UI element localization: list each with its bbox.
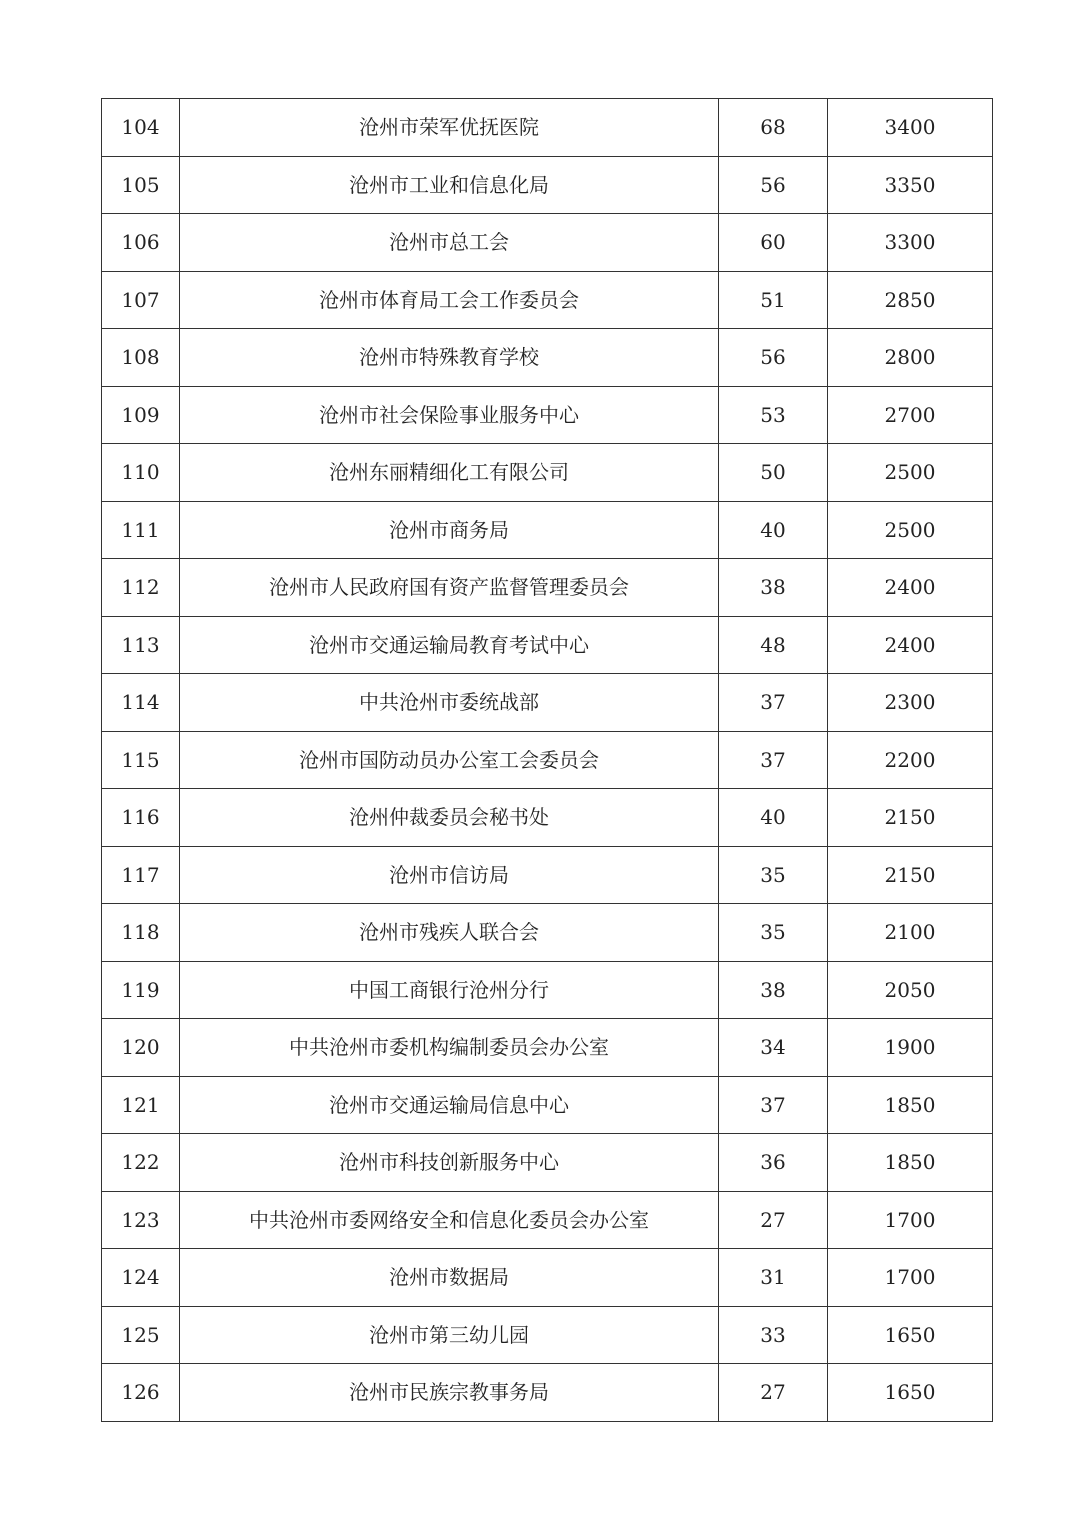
headcount-cell: 37	[719, 674, 828, 732]
row-number-cell: 105	[102, 156, 180, 214]
row-number-cell: 118	[102, 904, 180, 962]
headcount-cell: 27	[719, 1191, 828, 1249]
table-row	[102, 559, 993, 617]
headcount-cell: 48	[719, 616, 828, 674]
row-number-cell: 115	[102, 731, 180, 789]
headcount-cell: 40	[719, 789, 828, 847]
headcount-cell: 68	[719, 99, 828, 157]
row-number-cell: 108	[102, 329, 180, 387]
headcount-cell: 36	[719, 1134, 828, 1192]
row-number-cell: 124	[102, 1249, 180, 1307]
row-number-cell: 104	[102, 99, 180, 157]
amount-cell: 1900	[828, 1019, 993, 1077]
amount-cell: 2400	[828, 616, 993, 674]
table-row	[102, 846, 993, 904]
table-row	[102, 156, 993, 214]
amount-cell: 2050	[828, 961, 993, 1019]
table-row	[102, 99, 993, 157]
headcount-cell: 53	[719, 386, 828, 444]
row-number-cell: 121	[102, 1076, 180, 1134]
unit-name-cell: 沧州市人民政府国有资产监督管理委员会	[180, 559, 719, 617]
amount-cell: 1700	[828, 1249, 993, 1307]
amount-cell: 3350	[828, 156, 993, 214]
row-number-cell: 119	[102, 961, 180, 1019]
unit-name-cell: 沧州东丽精细化工有限公司	[180, 444, 719, 502]
row-number-cell: 125	[102, 1306, 180, 1364]
table-row	[102, 386, 993, 444]
unit-name-cell: 沧州市特殊教育学校	[180, 329, 719, 387]
table-body	[102, 99, 993, 1422]
amount-cell: 2800	[828, 329, 993, 387]
table-row	[102, 1019, 993, 1077]
headcount-cell: 37	[719, 731, 828, 789]
unit-name-cell: 沧州市科技创新服务中心	[180, 1134, 719, 1192]
table-row	[102, 674, 993, 732]
table-row	[102, 1191, 993, 1249]
row-number-cell: 111	[102, 501, 180, 559]
table-row	[102, 444, 993, 502]
table-row	[102, 904, 993, 962]
amount-cell: 2850	[828, 271, 993, 329]
headcount-cell: 38	[719, 961, 828, 1019]
headcount-cell: 31	[719, 1249, 828, 1307]
amount-cell: 2200	[828, 731, 993, 789]
row-number-cell: 106	[102, 214, 180, 272]
amount-cell: 3300	[828, 214, 993, 272]
table-row	[102, 616, 993, 674]
donation-table	[101, 98, 993, 1422]
unit-name-cell: 沧州市总工会	[180, 214, 719, 272]
unit-name-cell: 中共沧州市委机构编制委员会办公室	[180, 1019, 719, 1077]
amount-cell: 1650	[828, 1364, 993, 1422]
unit-name-cell: 中国工商银行沧州分行	[180, 961, 719, 1019]
unit-name-cell: 沧州市社会保险事业服务中心	[180, 386, 719, 444]
unit-name-cell: 沧州市交通运输局教育考试中心	[180, 616, 719, 674]
unit-name-cell: 沧州市国防动员办公室工会委员会	[180, 731, 719, 789]
headcount-cell: 27	[719, 1364, 828, 1422]
unit-name-cell: 沧州市商务局	[180, 501, 719, 559]
unit-name-cell: 沧州市数据局	[180, 1249, 719, 1307]
table-row	[102, 961, 993, 1019]
headcount-cell: 35	[719, 904, 828, 962]
row-number-cell: 126	[102, 1364, 180, 1422]
amount-cell: 1850	[828, 1134, 993, 1192]
table-row	[102, 214, 993, 272]
amount-cell: 2150	[828, 846, 993, 904]
row-number-cell: 113	[102, 616, 180, 674]
headcount-cell: 38	[719, 559, 828, 617]
amount-cell: 2500	[828, 444, 993, 502]
table-row	[102, 1249, 993, 1307]
row-number-cell: 107	[102, 271, 180, 329]
headcount-cell: 35	[719, 846, 828, 904]
row-number-cell: 120	[102, 1019, 180, 1077]
unit-name-cell: 中共沧州市委统战部	[180, 674, 719, 732]
headcount-cell: 50	[719, 444, 828, 502]
row-number-cell: 110	[102, 444, 180, 502]
table-row	[102, 1306, 993, 1364]
row-number-cell: 109	[102, 386, 180, 444]
headcount-cell: 51	[719, 271, 828, 329]
row-number-cell: 116	[102, 789, 180, 847]
table-row	[102, 271, 993, 329]
unit-name-cell: 中共沧州市委网络安全和信息化委员会办公室	[180, 1191, 719, 1249]
table-row	[102, 1076, 993, 1134]
table-row	[102, 789, 993, 847]
headcount-cell: 33	[719, 1306, 828, 1364]
headcount-cell: 56	[719, 329, 828, 387]
row-number-cell: 123	[102, 1191, 180, 1249]
unit-name-cell: 沧州市交通运输局信息中心	[180, 1076, 719, 1134]
unit-name-cell: 沧州市荣军优抚医院	[180, 99, 719, 157]
amount-cell: 2300	[828, 674, 993, 732]
headcount-cell: 37	[719, 1076, 828, 1134]
unit-name-cell: 沧州市残疾人联合会	[180, 904, 719, 962]
amount-cell: 3400	[828, 99, 993, 157]
amount-cell: 2150	[828, 789, 993, 847]
amount-cell: 2700	[828, 386, 993, 444]
table-row	[102, 501, 993, 559]
unit-name-cell: 沧州仲裁委员会秘书处	[180, 789, 719, 847]
amount-cell: 2400	[828, 559, 993, 617]
unit-name-cell: 沧州市工业和信息化局	[180, 156, 719, 214]
table-row	[102, 1364, 993, 1422]
unit-name-cell: 沧州市民族宗教事务局	[180, 1364, 719, 1422]
table-row	[102, 329, 993, 387]
headcount-cell: 40	[719, 501, 828, 559]
amount-cell: 1700	[828, 1191, 993, 1249]
row-number-cell: 114	[102, 674, 180, 732]
amount-cell: 2500	[828, 501, 993, 559]
amount-cell: 1850	[828, 1076, 993, 1134]
row-number-cell: 112	[102, 559, 180, 617]
unit-name-cell: 沧州市体育局工会工作委员会	[180, 271, 719, 329]
headcount-cell: 60	[719, 214, 828, 272]
unit-name-cell: 沧州市信访局	[180, 846, 719, 904]
headcount-cell: 56	[719, 156, 828, 214]
row-number-cell: 117	[102, 846, 180, 904]
amount-cell: 2100	[828, 904, 993, 962]
amount-cell: 1650	[828, 1306, 993, 1364]
headcount-cell: 34	[719, 1019, 828, 1077]
table-row	[102, 1134, 993, 1192]
row-number-cell: 122	[102, 1134, 180, 1192]
table-row	[102, 731, 993, 789]
unit-name-cell: 沧州市第三幼儿园	[180, 1306, 719, 1364]
